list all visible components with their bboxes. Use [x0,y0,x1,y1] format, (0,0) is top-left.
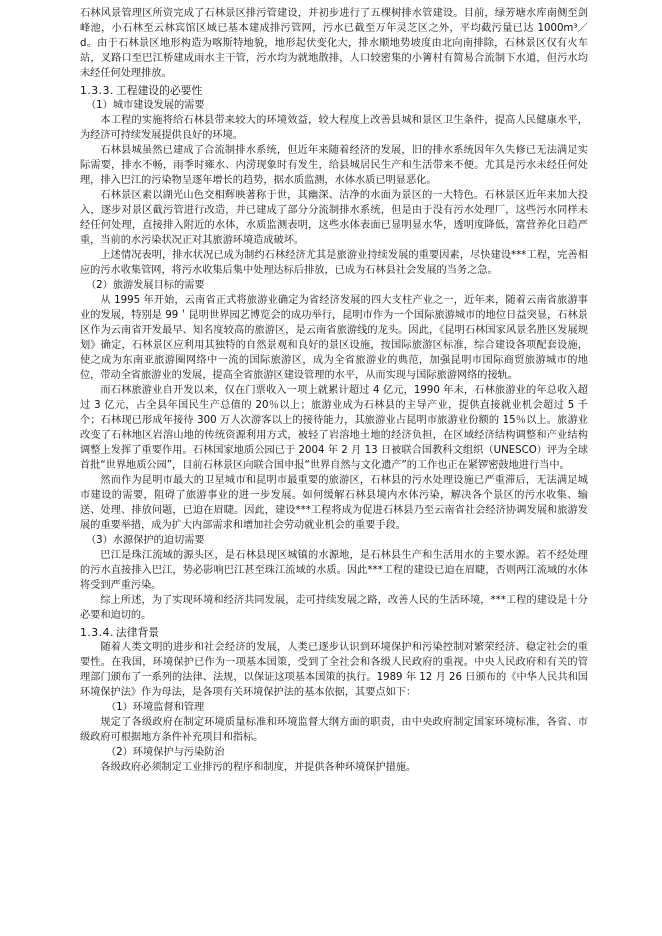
section-title: 工程建设的必要性 [115,84,203,97]
paragraph: 综上所述，为了实现环境和经济共同发展，走可持续发展之路，改善人民的生活环境，***工程的建设是十分必要和迫切的。 [80,595,588,621]
paragraph: 各级政府必须制定工业排污的程序和制度，并提供各种环境保护措施。 [100,762,417,773]
paragraph: 然而作为昆明市最大的卫星城市和昆明市最重要的旅游区，石林县的污水处理设施已严重滞后，无法满足城市建设的需要，阻碍了旅游事业的进一步发展。如何缓解石林县境内水体污染，解决各个景区的污水收集、输送、处理、排放问题，已迫在眉睫。因此，建设***工程将成为促进石林县乃至云南省社会经济协调发展和旅游发展的重要举措，成为扩大内部需求和增加社会劳动就业机会的重要手段。 [80,475,588,531]
document-page [80,6,588,775]
subsection-heading: （2）环境保护与污染防治 [106,747,225,758]
paragraph: 上述情况表明，排水状况已成为制约石林经济尤其是旅游业持续发展的重要因素，尽快建设***工程，完善相应的污水收集管网，将污水收集后集中处理达标后排放，已成为石林县社会发展的当务之急。 [80,250,588,276]
paragraph: 从 1995 年开始，云南省正式将旅游业确定为省经济发展的四大支柱产业之一，近年来，随着云南省旅游事业的发展，特别是 99＇昆明世界园艺博览会的成功举行，昆明市作为一个国际旅游城市的地位日益突显，石林景区作为云南省开发最早、知名度较高的旅游区，是云南省旅游线的龙头。因此，《昆明石林国家风景名胜区发展规划》确定，石林景区应利用其独特的自然景观和良好的景区设施，按国际旅游区标准，综合建设各项配套设施，使之成为东南亚旅游圈网络中一流的国际旅游区，成为全省旅游业的典范，加强昆明市国际商贸旅游城市的地位，带动全省旅游业的发展，提高全省旅游区建设管理的水平，从而实现与国际旅游网络的接轨。 [80,295,588,381]
paragraph: 规定了各级政府在制定环境质量标准和环境监督大纲方面的职责，由中央政府制定国家环境标准，各省、市级政府可根据地方条件补充项目和指标。 [80,717,588,743]
section-heading [80,83,588,98]
subsection-heading: （3）水源保护的迫切需要 [86,535,205,546]
section-title: 法律背景 [115,626,160,639]
paragraph: 本工程的实施将给石林县带来较大的环境效益，较大程度上改善县城和景区卫生条件，提高人民健康水平，为经济可持续发展提供良好的环境。 [80,115,588,141]
paragraph: 石林风景管理区所资完成了石林景区排污管建设，并初步进行了五棵树排水管建设。目前，绿芳塘水库南侧至剑峰池，小石林至云林宾馆区域已基本建成排污管网，污水已截至万年灵芝区之外，平均截污量已达 1000m³／d。由于石林景区地形构造为喀斯特地貌，地形起伏变化大，排水顺地势坡度由北向南排除，石林景区仅有火车站，叉路口至巴江桥建成雨水主干管，污水均为就地散排，人口较密集的小箐村有简易合流制下水道，但污水均未经任何处理排放。 [80,8,588,79]
section-heading [80,625,588,640]
paragraph: 随着人类文明的进步和社会经济的发展，人类已逐步认识到环境保护和污染控制对繁荣经济、稳定社会的重要性。在我国，环境保护已作为一项基本国策，受到了全社会和各级人民政府的重视。中央人民政府和有关的管理部门颁布了一系列的法律、法规，以保证这项基本国策的执行。1989 年 12 月 26 日颁布的《中华人民共和国环境保护法》作为母法，是各项有关环境保护法的基本依据，其要点如下： [80,642,588,698]
subsection-heading: （1）城市建设发展的需要 [86,100,205,111]
paragraph: 石林县城虽然已建成了合流制排水系统，但近年来随着经济的发展，旧的排水系统因年久失修已无法满足实际需要，排水不畅，雨季时雍水、内涝现象时有发生，给县城居民生产和生活带来不便。尤其是污水未经任何处理，排入巴江的污染物呈逐年增长的趋势，据水质监测，水体水质已明显恶化。 [80,145,588,186]
paragraph: 而石林旅游业自开发以来，仅在门票收入一项上就累计超过 4 亿元，1990 年末，石林旅游业的年总收入超过 3 亿元，占全县年国民生产总值的 20％以上；旅游业成为石林县的主导产业，提供直接就业机会超过 5 千个；石林现已形成年接待 300 万人次游客以上的接待能力，其旅游业占昆明市旅游业份额的 15％以上。旅游业改变了石林地区岩溶山地的传统资源利用方式，被轻了岩溶地土地的经济负担，在区域经济结构调整和产业结构调整上发挥了重要作用。石林国家地质公园已于 2004 年 2 月 13 日被联合国教科文组织（UNESCO）评为全球首批“世界地质公园”，目前石林景区向联合国申报“世界自然与文化遗产”的工作也正在紧锣密鼓地进行当中。 [80,385,588,471]
subsection-heading: （2）旅游发展目标的需要 [86,280,205,291]
section-number: 1.3.3. [80,84,114,97]
paragraph: 石林景区素以湖光山色交相辉映著称于世，其幽深、洁净的水面为景区的一大特色。石林景区近年来加大投入，逐步对景区截污管进行改造，并已建成了部分分流制排水系统，但是由于没有污水处理厂，这些污水同样未经任何处理，直接排入附近的水体，水质监测表明，这些水体表面已显明显水华，透明度降低，富营养化日趋严重，当前的水污染状况正对其旅游环境造成破坏。 [80,190,588,246]
section-number: 1.3.4. [80,626,114,639]
subsection-heading: （1）环境监督和管理 [106,702,205,713]
paragraph: 巴江是珠江流域的源头区，是石林县现区城镇的水源地，是石林县生产和生活用水的主要水源。若不经处理的污水直接排入巴江，势必影响巴江甚至珠江流域的水质。因此***工程的建设已迫在眉睫，否则两江流域的水体将受到严重污染。 [80,550,588,591]
